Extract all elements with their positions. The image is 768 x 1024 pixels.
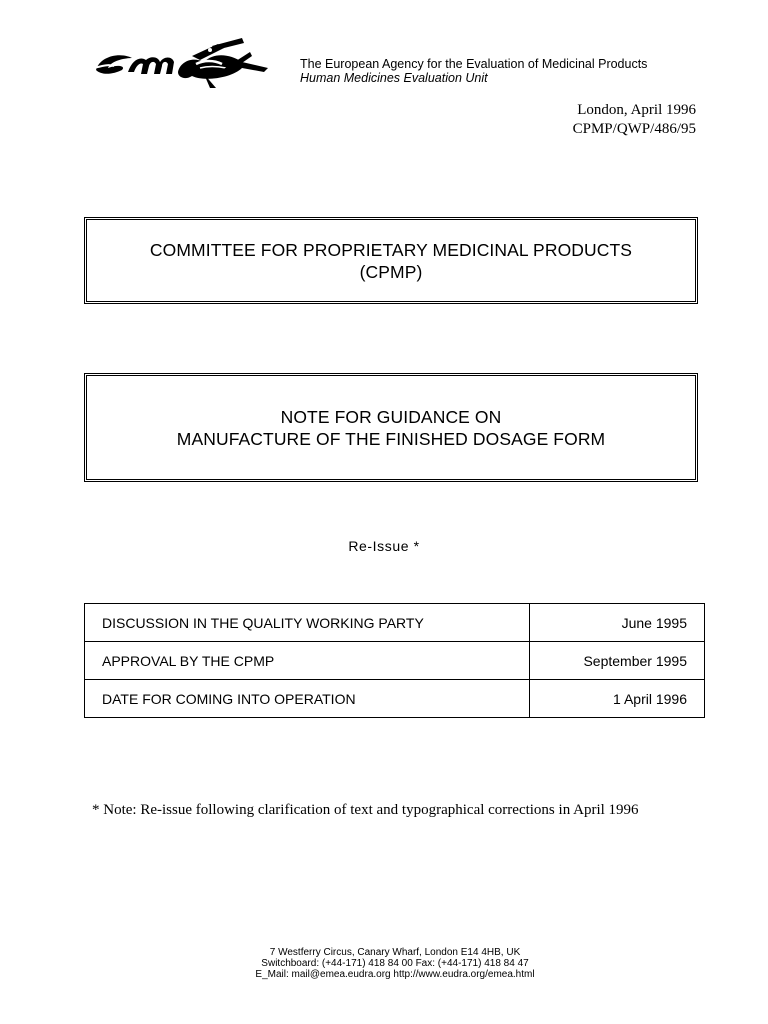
table-row (85, 604, 705, 642)
date-cell: September 1995 (530, 642, 705, 680)
emea-logo-icon (92, 38, 272, 90)
committee-name: COMMITTEE FOR PROPRIETARY MEDICINAL PRODUCTS (149, 239, 633, 260)
agency-name: The European Agency for the Evaluation of Medicinal Products (300, 57, 648, 71)
page-footer (0, 947, 768, 980)
timeline-table (84, 603, 705, 718)
title-line-2: MANUFACTURE OF THE FINISHED DOSAGE FORM (176, 428, 606, 449)
table-row (85, 680, 705, 718)
reference-block (573, 101, 696, 139)
event-cell: DATE FOR COMING INTO OPERATION (85, 680, 530, 718)
document-reference: CPMP/QWP/486/95 (572, 121, 696, 137)
reissue-label: Re-Issue * (348, 538, 420, 554)
unit-name: Human Medicines Evaluation Unit (300, 71, 488, 85)
committee-box (84, 217, 698, 304)
date-cell: 1 April 1996 (530, 680, 705, 718)
committee-abbreviation: (CPMP) (359, 261, 423, 282)
footnote: * Note: Re-issue following clarification of text and typographical corrections in April 1996 (92, 802, 639, 818)
date-cell: June 1995 (530, 604, 705, 642)
agency-header (300, 57, 647, 85)
table-row (85, 642, 705, 680)
emea-logo (92, 38, 272, 90)
title-line-1: NOTE FOR GUIDANCE ON (280, 406, 502, 427)
footer-contact: E_Mail: mail@emea.eudra.org http://www.eudra.org/emea.html (255, 969, 535, 980)
event-cell: DISCUSSION IN THE QUALITY WORKING PARTY (85, 604, 530, 642)
footer-address: 7 Westferry Circus, Canary Wharf, London E14 4HB, UK (269, 947, 521, 958)
footer-phone: Switchboard: (+44-171) 418 84 00 Fax: (+44-171) 418 84 47 (261, 958, 529, 969)
event-cell: APPROVAL BY THE CPMP (85, 642, 530, 680)
place-date: London, April 1996 (577, 102, 696, 118)
title-box (84, 373, 698, 482)
